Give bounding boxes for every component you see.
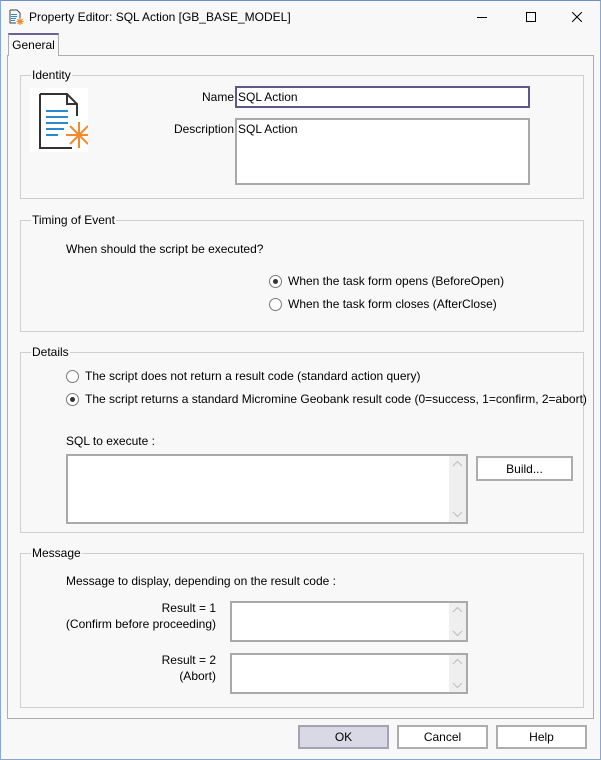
general-tab-panel <box>7 55 594 719</box>
identity-group-title: Identity <box>32 68 71 82</box>
window-title: Property Editor: SQL Action [GB_BASE_MODEL] <box>29 10 291 24</box>
result2-label: Result = 2 <box>161 653 216 667</box>
message-intro: Message to display, depending on the result code : <box>66 574 336 588</box>
identity-group <box>20 68 584 199</box>
scroll-up-icon[interactable] <box>452 460 463 468</box>
radio-no-result-code[interactable] <box>66 369 421 383</box>
result1-message-field[interactable] <box>230 601 468 642</box>
radio-checked-icon[interactable] <box>66 393 79 406</box>
title-bar[interactable] <box>1 1 600 33</box>
minimize-button[interactable] <box>459 1 505 33</box>
details-group <box>20 345 587 533</box>
name-label: Name <box>201 90 234 104</box>
result1-label: Result = 1 <box>161 601 216 615</box>
result2-sublabel: (Abort) <box>179 669 216 683</box>
radio-after-close-label: When the task form closes (AfterClose) <box>288 297 497 311</box>
result1-scrollbar[interactable] <box>449 603 466 640</box>
tab-general[interactable]: General <box>8 33 59 56</box>
sql-textarea[interactable] <box>66 454 468 524</box>
description-label: Description <box>173 122 234 136</box>
radio-unchecked-icon[interactable] <box>269 298 282 311</box>
cancel-button[interactable]: Cancel <box>397 725 488 749</box>
timing-question: When should the script be executed? <box>66 242 264 256</box>
ok-button[interactable]: OK <box>298 725 389 749</box>
radio-after-close[interactable] <box>269 297 497 311</box>
close-button[interactable] <box>554 1 600 33</box>
timing-group <box>20 213 584 332</box>
scroll-down-icon[interactable] <box>452 681 463 689</box>
build-button[interactable]: Build... <box>476 456 573 481</box>
radio-unchecked-icon[interactable] <box>66 370 79 383</box>
close-icon <box>572 12 582 22</box>
radio-checked-icon[interactable] <box>269 275 282 288</box>
message-group-title: Message <box>32 546 81 560</box>
result2-message-field[interactable] <box>230 653 468 694</box>
maximize-icon <box>526 12 536 22</box>
help-button[interactable]: Help <box>496 725 587 749</box>
scroll-down-icon[interactable] <box>452 629 463 637</box>
minimize-icon <box>477 12 487 22</box>
app-icon <box>8 9 24 25</box>
message-group <box>20 546 584 708</box>
radio-before-open-label: When the task form opens (BeforeOpen) <box>288 274 505 288</box>
scroll-down-icon[interactable] <box>452 510 463 518</box>
name-field[interactable]: SQL Action <box>235 86 530 108</box>
radio-standard-result-code[interactable] <box>66 392 587 406</box>
sql-scrollbar[interactable] <box>449 456 466 522</box>
details-group-title: Details <box>32 345 69 359</box>
result1-sublabel: (Confirm before proceeding) <box>65 617 216 631</box>
sql-document-icon <box>30 88 88 152</box>
scroll-up-icon[interactable] <box>452 658 463 666</box>
radio-no-result-code-label: The script does not return a result code (standard action query) <box>85 369 421 383</box>
timing-group-title: Timing of Event <box>32 213 115 227</box>
maximize-button[interactable] <box>508 1 554 33</box>
description-field[interactable]: SQL Action <box>235 118 530 185</box>
sql-label: SQL to execute : <box>66 434 155 448</box>
result2-scrollbar[interactable] <box>449 655 466 692</box>
radio-before-open[interactable] <box>269 274 504 288</box>
radio-standard-result-code-label: The script returns a standard Micromine Geobank result code (0=success, 1=confirm, 2=abort) <box>85 392 587 406</box>
scroll-up-icon[interactable] <box>452 606 463 614</box>
